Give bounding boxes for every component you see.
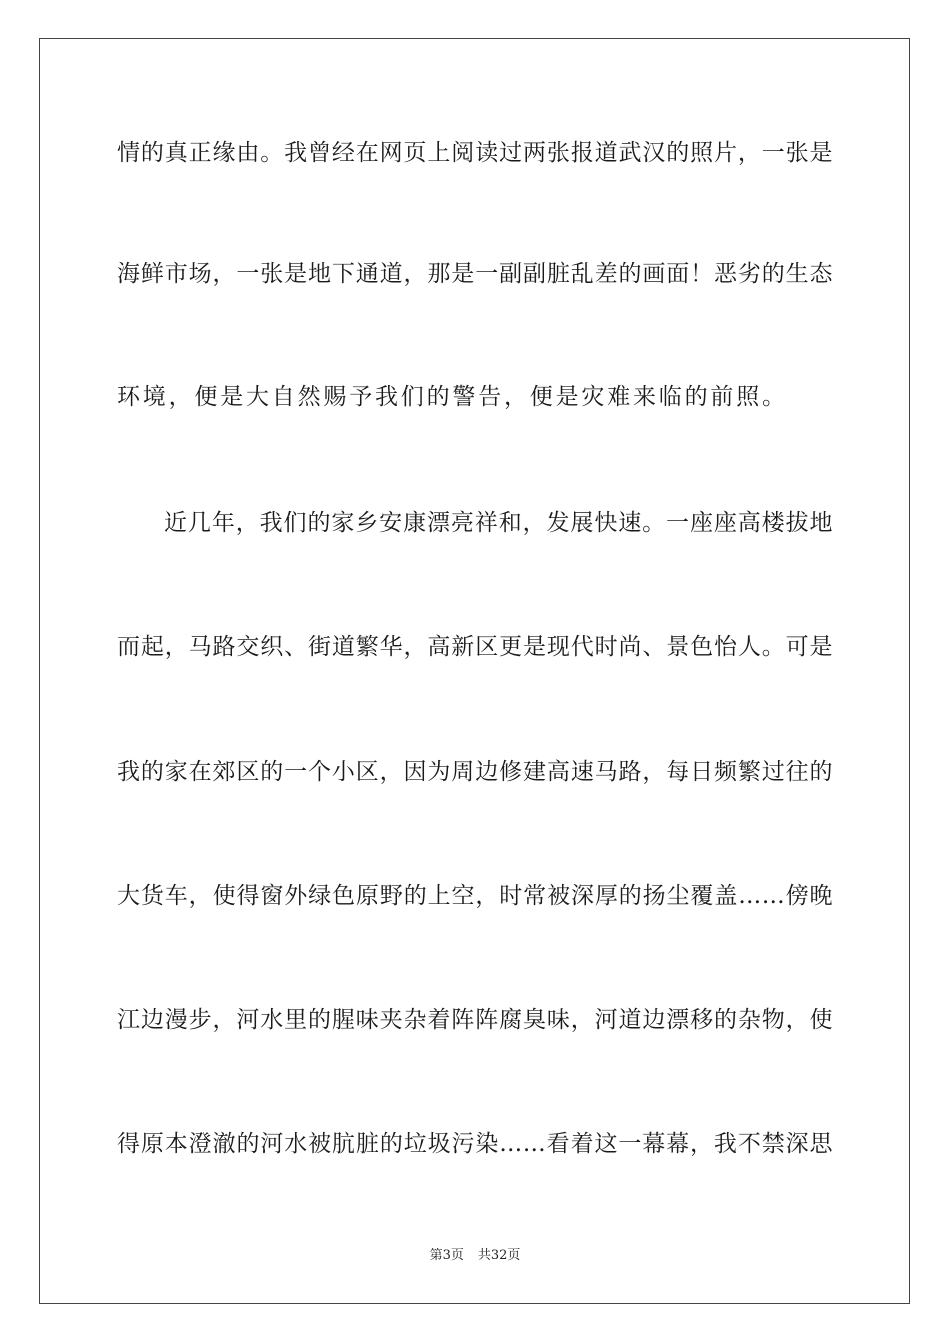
paragraph-line: 得原本澄澈的河水被肮脏的垃圾污染……看着这一幕幕，我不禁深思 bbox=[117, 1131, 833, 1157]
paragraph-line: 环境，便是大自然赐予我们的警告，便是灾难来临的前照。 bbox=[117, 384, 788, 410]
paragraph-line: 江边漫步，河水里的腥味夹杂着阵阵腐臭味，河道边漂移的杂物，使 bbox=[117, 1007, 833, 1033]
paragraph-line: 海鲜市场，一张是地下通道，那是一副副脏乱差的画面！恶劣的生态 bbox=[117, 261, 833, 287]
page-border bbox=[39, 38, 910, 1304]
page-footer bbox=[0, 1247, 950, 1265]
paragraph-line: 大货车，使得窗外绿色原野的上空，时常被深厚的扬尘覆盖……傍晚 bbox=[117, 883, 833, 909]
paragraph-line: 而起，马路交织、街道繁华，高新区更是现代时尚、景色怡人。可是 bbox=[117, 634, 833, 660]
paragraph-line: 我的家在郊区的一个小区，因为周边修建高速马路，每日频繁过往的 bbox=[117, 759, 833, 785]
page-total: 共32页 bbox=[477, 1248, 521, 1263]
paragraph-line: 情的真正缘由。我曾经在网页上阅读过两张报道武汉的照片，一张是 bbox=[117, 140, 833, 166]
page-number: 第3页 bbox=[429, 1248, 464, 1263]
paragraph-line: 近几年，我们的家乡安康漂亮祥和，发展快速。一座座高楼拔地 bbox=[164, 510, 833, 536]
